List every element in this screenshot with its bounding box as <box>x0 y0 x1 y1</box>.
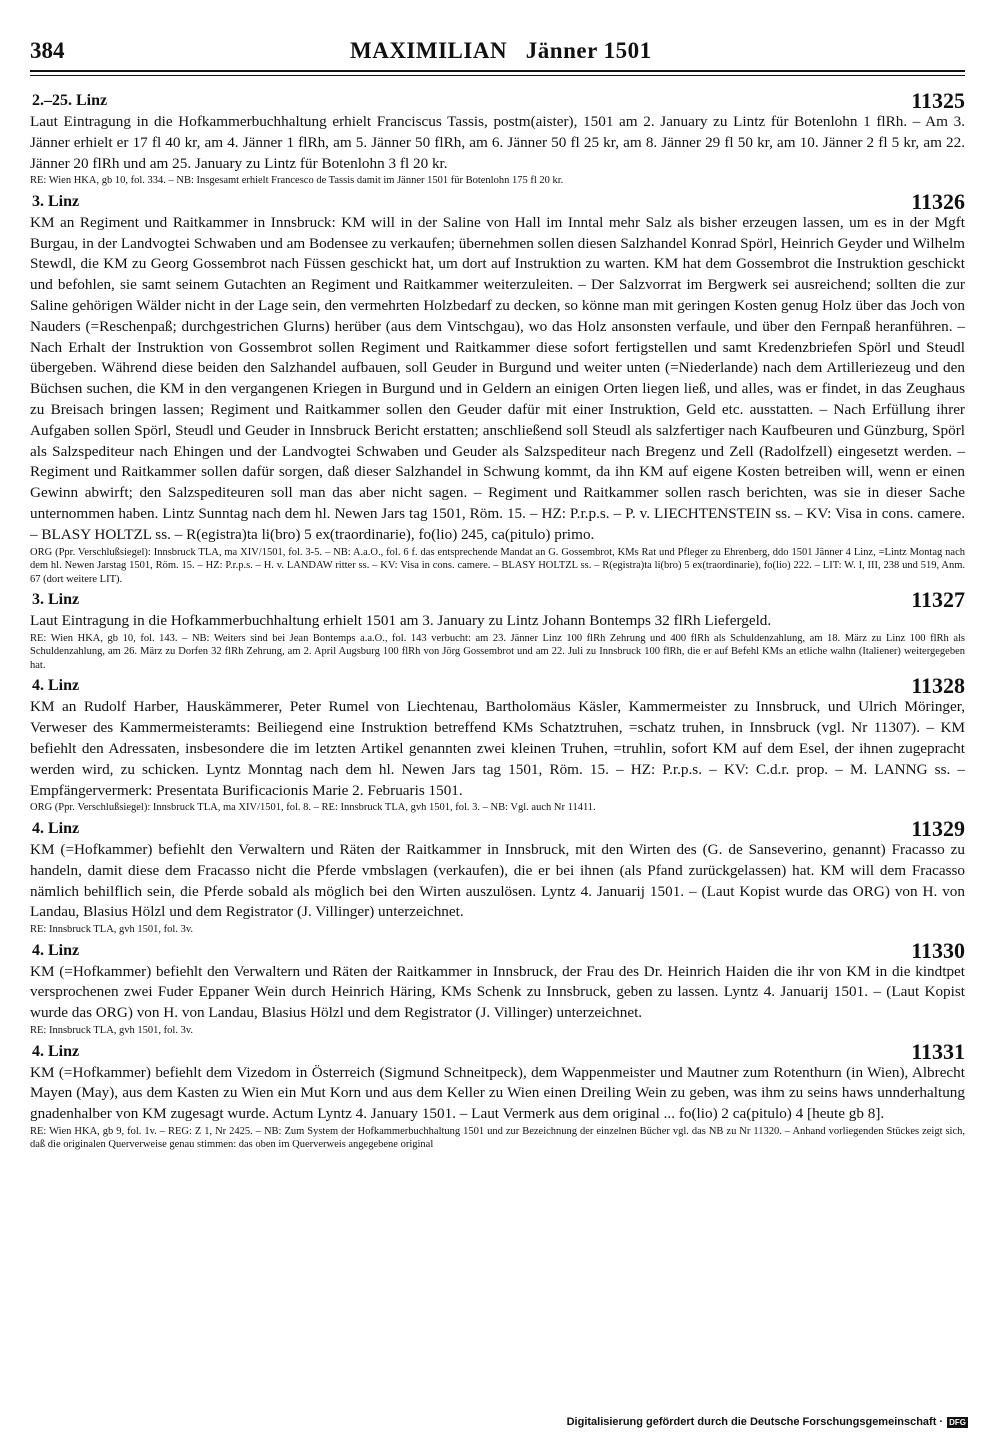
entry-date: 4. Linz <box>32 819 80 837</box>
entry-date: 4. Linz <box>32 1042 80 1060</box>
entry-date: 4. Linz <box>32 941 80 959</box>
entry-number: 11331 <box>911 1038 965 1064</box>
entry-notes: RE: Wien HKA, gb 9, fol. 1v. – REG: Z 1, Nr 2425. – NB: Zum System der Hofkammerbuchhaltung 1501 und zur Bezeichnung der einzelnen Bücher vgl. das NB zu Nr 11320. – Anhand vorliegenden Stückes zeigt sich, daß die originalen Querverweise genau stimmen: das oben im Querverweis angegebene original <box>30 1125 965 1151</box>
running-title: MAXIMILIAN Jänner 1501 <box>350 38 652 63</box>
entry-head <box>30 1038 965 1064</box>
entry-date: 4. Linz <box>32 677 80 695</box>
entry-11326 <box>30 188 965 586</box>
header-rule-thin <box>30 75 965 76</box>
entry-11331 <box>30 1038 965 1152</box>
entry-body: KM (=Hofkammer) befiehlt dem Vizedom in Österreich (Sigmund Schneitpeck), dem Wappenmeister und Mautner zum Rotenthurn (in Wien), Albrecht Mayen (May), aus dem Kasten zu Wien ein Mut Korn und aus dem Keller zu Wien einen Dreiling Wein zu geben, was ihm zu seins haws unnderhaltung gnadenhalber von KM zugesagt wurde. Actum Lyntz 4. January 1501. – Laut Vermerk aus dem original ... fo(lio) 2 ca(pitulo) 4 [heute gb 8]. <box>30 1063 965 1123</box>
entry-head <box>30 188 965 214</box>
entry-notes: ORG (Ppr. Verschlußsiegel): Innsbruck TLA, ma XIV/1501, fol. 8. – RE: Innsbruck TLA, gvh 1501, fol. 3. – NB: Vgl. auch Nr 11411. <box>30 802 596 814</box>
header-rule <box>30 70 965 72</box>
entry-number: 11330 <box>911 937 965 963</box>
entry-head <box>30 937 965 963</box>
entry-notes: RE: Wien HKA, gb 10, fol. 334. – NB: Insgesamt erhielt Francesco de Tassis damit im Jänner 1501 für Botenlohn 175 fl 20 kr. <box>30 175 564 187</box>
entry-notes: ORG (Ppr. Verschlußsiegel): Innsbruck TLA, ma XIV/1501, fol. 3-5. – NB: A.a.O., fol. 6 f. das entsprechende Mandat an G. Gossembrot, KMs Rat und Pfleger zu Ehrenberg, ddo 1501 Jänner 4 Linz, =Lintz Montag nach dem hl. Newen Jarstag 1501, Röm. 15. – HZ: P.r.p.s. – H. v. LANDAW ritter ss. – KV: Visa in cons. camere. – BLASY HOLTZL ss. – R(egistra)ta li(bro) 5 ex(traordinarie), fo(lio) 222. – LIT: W. I, III, 238 und 519, Anm. 67 (dort weitere LIT). <box>30 546 965 585</box>
footer <box>567 1416 968 1428</box>
page-number: 384 <box>30 38 65 63</box>
entry-notes: RE: Innsbruck TLA, gvh 1501, fol. 3v. <box>30 924 194 936</box>
entry-number: 11328 <box>911 673 965 699</box>
entry-number: 11327 <box>911 587 965 613</box>
footer-credit: Digitalisierung gefördert durch die Deutsche Forschungsgemeinschaft · <box>566 1416 944 1428</box>
entry-11329 <box>30 815 965 937</box>
page-header <box>30 38 965 74</box>
entry-11325 <box>30 90 965 188</box>
entry-body: Laut Eintragung in die Hofkammerbuchhaltung erhielt 1501 am 3. January zu Lintz Johann Bontemps 32 flRh Liefergeld. <box>30 612 772 630</box>
entry-body: Laut Eintragung in die Hofkammerbuchhaltung erhielt Franciscus Tassis, postm(aister), 1501 am 2. January zu Lintz für Botenlohn 1 flRh. – Am 3. Jänner erhielt er 17 fl 40 kr, am 4. Jänner 1 flRh, am 5. Jänner 50 flRh, am 6. Jänner 50 fl 25 kr, am 8. Jänner 29 fl 50 kr, am 10. Jänner 2 fl 5 kr, am 22. Jänner 20 flRh und am 25. January zu Lintz für Botenlohn 3 fl 20 kr. <box>30 113 965 172</box>
entry-date: 3. Linz <box>32 192 80 210</box>
entry-11328 <box>30 675 965 814</box>
dfg-logo: DFG <box>949 1417 966 1427</box>
entry-body: KM an Rudolf Harber, Hauskämmerer, Peter Rumel von Liechtenau, Bartholomäus Käsler, Kammermeister zu Innsbruck, und Ulrich Möringer, Verweser des Kammermeisteramts: Beiliegend eine Instruktion betreffend KMs Schatztruhen, =schatz truhen, in Innsbruck (vgl. Nr 11307). – KM befiehlt den Adressaten, insbesondere die im letzten Artikel genannten zwei kleinen Truhen, =truhlin, sofort KM auf dem Esel, der ihnen zugepracht werden wird, zu schicken. Lyntz Monntag nach dem hl. Newen Jars tag 1501, Röm. 15. – HZ: P.r.p.s. – KV: C.d.r. prop. – M. LANNG ss. – Empfängervermerk: Presentata Burificacionis Marie 2. Februaris 1501. <box>30 698 965 799</box>
entry-11327 <box>30 589 965 672</box>
entry-date: 2.–25. Linz <box>32 92 108 109</box>
entry-notes: RE: Innsbruck TLA, gvh 1501, fol. 3v. <box>30 1025 194 1036</box>
entry-body: KM (=Hofkammer) befiehlt den Verwaltern und Räten der Raitkammer in Innsbruck, der Frau des Dr. Heinrich Haiden die ihr von KM in die kindtpet versprochenen zwei Fuder Eppaner Wein durch Heinrich Häring, KMs Schenk zu Innsbruck, geben zu lassen. Lyntz 4. Januarij 1501. – (Laut Kopist wurde das ORG) von H. von Landau, Blasius Hölzl und dem Registrator (J. Villinger) unterzeichnet. <box>30 962 965 1022</box>
entry-number: 11329 <box>911 815 965 841</box>
entry-body: KM (=Hofkammer) befiehlt den Verwaltern und Räten der Raitkammer in Innsbruck, mit den Wirten des (G. de Sanseverino, genannt) Fracasso zu handeln, damit diese dem Fracasso nicht die Pferde vmbslagen (verkaufen), die er bei ihnen (als Pfand zurückgelassen) hat. KM will dem Fracasso nämlich behilflich sein, die Pferde sobald als möglich bei den Wirten auszulösen. Lyntz 4. Januarij 1501. – (Laut Kopist wurde das ORG) von H. von Landau, Blasius Hölzl und dem Registrator (J. Villinger) unterzeichnet. <box>30 840 965 921</box>
entry-head <box>30 589 965 611</box>
entry-date: 3. Linz <box>32 591 80 609</box>
entry-11330 <box>30 937 965 1038</box>
entries-list <box>30 90 965 1155</box>
entry-head <box>30 90 965 112</box>
entry-number: 11326 <box>911 188 965 214</box>
entry-number: 11325 <box>911 88 965 113</box>
entry-body: KM an Regiment und Raitkammer in Innsbruck: KM will in der Saline von Hall im Inntal mehr Salz als bisher erzeugen lassen, um es in der Mgft Burgau, in der Landvogtei Schwaben und am Bodensee zu verkaufen; übernehmen sollen diesen Salzhandel Konrad Spörl, Heinrich Geyder und Wilhelm Stewdl, die KM zu Georg Gossembrot nach Füssen geschickt hat, um dort auf Instruktion zu warten. KM hat dem Gossembrot die Instruktion geschickt und befohlen, sie samt seinem Gutachten an Regiment und Raitkammer weiterzuleiten. – Der Salzvorrat im Bergwerk sei ausreichend; sollten die zur Saline gehörigen Wälder nicht in der Lage sein, den vermehrten Holzbedarf zu decken, so könne man mit geringen Kosten genug Holz über das Joch von Nauders (=Reschenpaß; durchgestrichen Glurns) herüber (aus dem Vintschgau), wo das Holz ansonsten verfaule, und über den Fernpaß heranführen. – Nach Erhalt der Instruktion von Gossembrot sollen Regiment und Raitkammer diese sofort fertigstellen und samt Kredenzbriefen Spörl und Steudl übergeben. Während diese beiden den Salzhandel aufbauen, soll Geuder in Burgund und weiter unten (=Niederlande) nach dem Artilleriezeug und den Büchsen suchen, die KM in den vergangenen Kriegen in Burgund und in Geldern an einigen Orten liegen ließ, und alles, was er findet, in das Zeughaus zu Breisach bringen lassen; Regiment und Raitkammer sollen den Geuder dafür mit einer Instruktion, Geld etc. ausstatten. – Nach Erfüllung ihrer Aufgaben sollen Spörl, Steudl und Geuder in Innsbruck Bericht erstatten; anschließend soll Steudl als salzfertiger nach Kaufbeuren und Günzburg, Spörl als Salzspediteur nach Ehingen und der Landvogtei Schwaben und Geuder als Salzspediteur nach Bregenz und Zell (Radolfzell) eingesetzt werden. – Regiment und Raitkammer sollen dafür sorgen, daß dieser Salzhandel in Schwung kommt, da ihn KM auf eigene Kosten betreiben will, wenn er einen Gewinn abwirft; den Salzspediteuren soll man das aber nicht sagen. – Regiment und Raitkammer sollen rasch berichten, was sie in dieser Sache unternommen haben. Lintz Sunntag nach dem hl. Newen Jars tag 1501, Röm. 15. – HZ: P.r.p.s. – P. v. LIECHTENSTEIN ss. – KV: Visa in cons. camere. – BLASY HOLTZL ss. – R(egistra)ta li(bro) 5 ex(traordinarie), fo(lio) 245, ca(pitulo) primo. <box>30 213 965 543</box>
entry-head <box>30 675 965 697</box>
entry-head <box>30 815 965 841</box>
entry-notes: RE: Wien HKA, gb 10, fol. 143. – NB: Weiters sind bei Jean Bontemps a.a.O., fol. 143 verbucht: am 23. Jänner Linz 100 flRh Zehrung und 400 flRh als Schuldenzahlung, am 18. März zu Linz 100 flRh als Schuldenzahlung, am 26. März zu Dorfen 32 flRh Zehrung, am 2. April Augsburg 100 flRh von Jörg Gossembrot und am 22. Juli zu Innsbruck 100 flRh, die er auf Befehl KMs an etliche walhn (Italiener) weitergegeben hat. <box>30 632 965 671</box>
